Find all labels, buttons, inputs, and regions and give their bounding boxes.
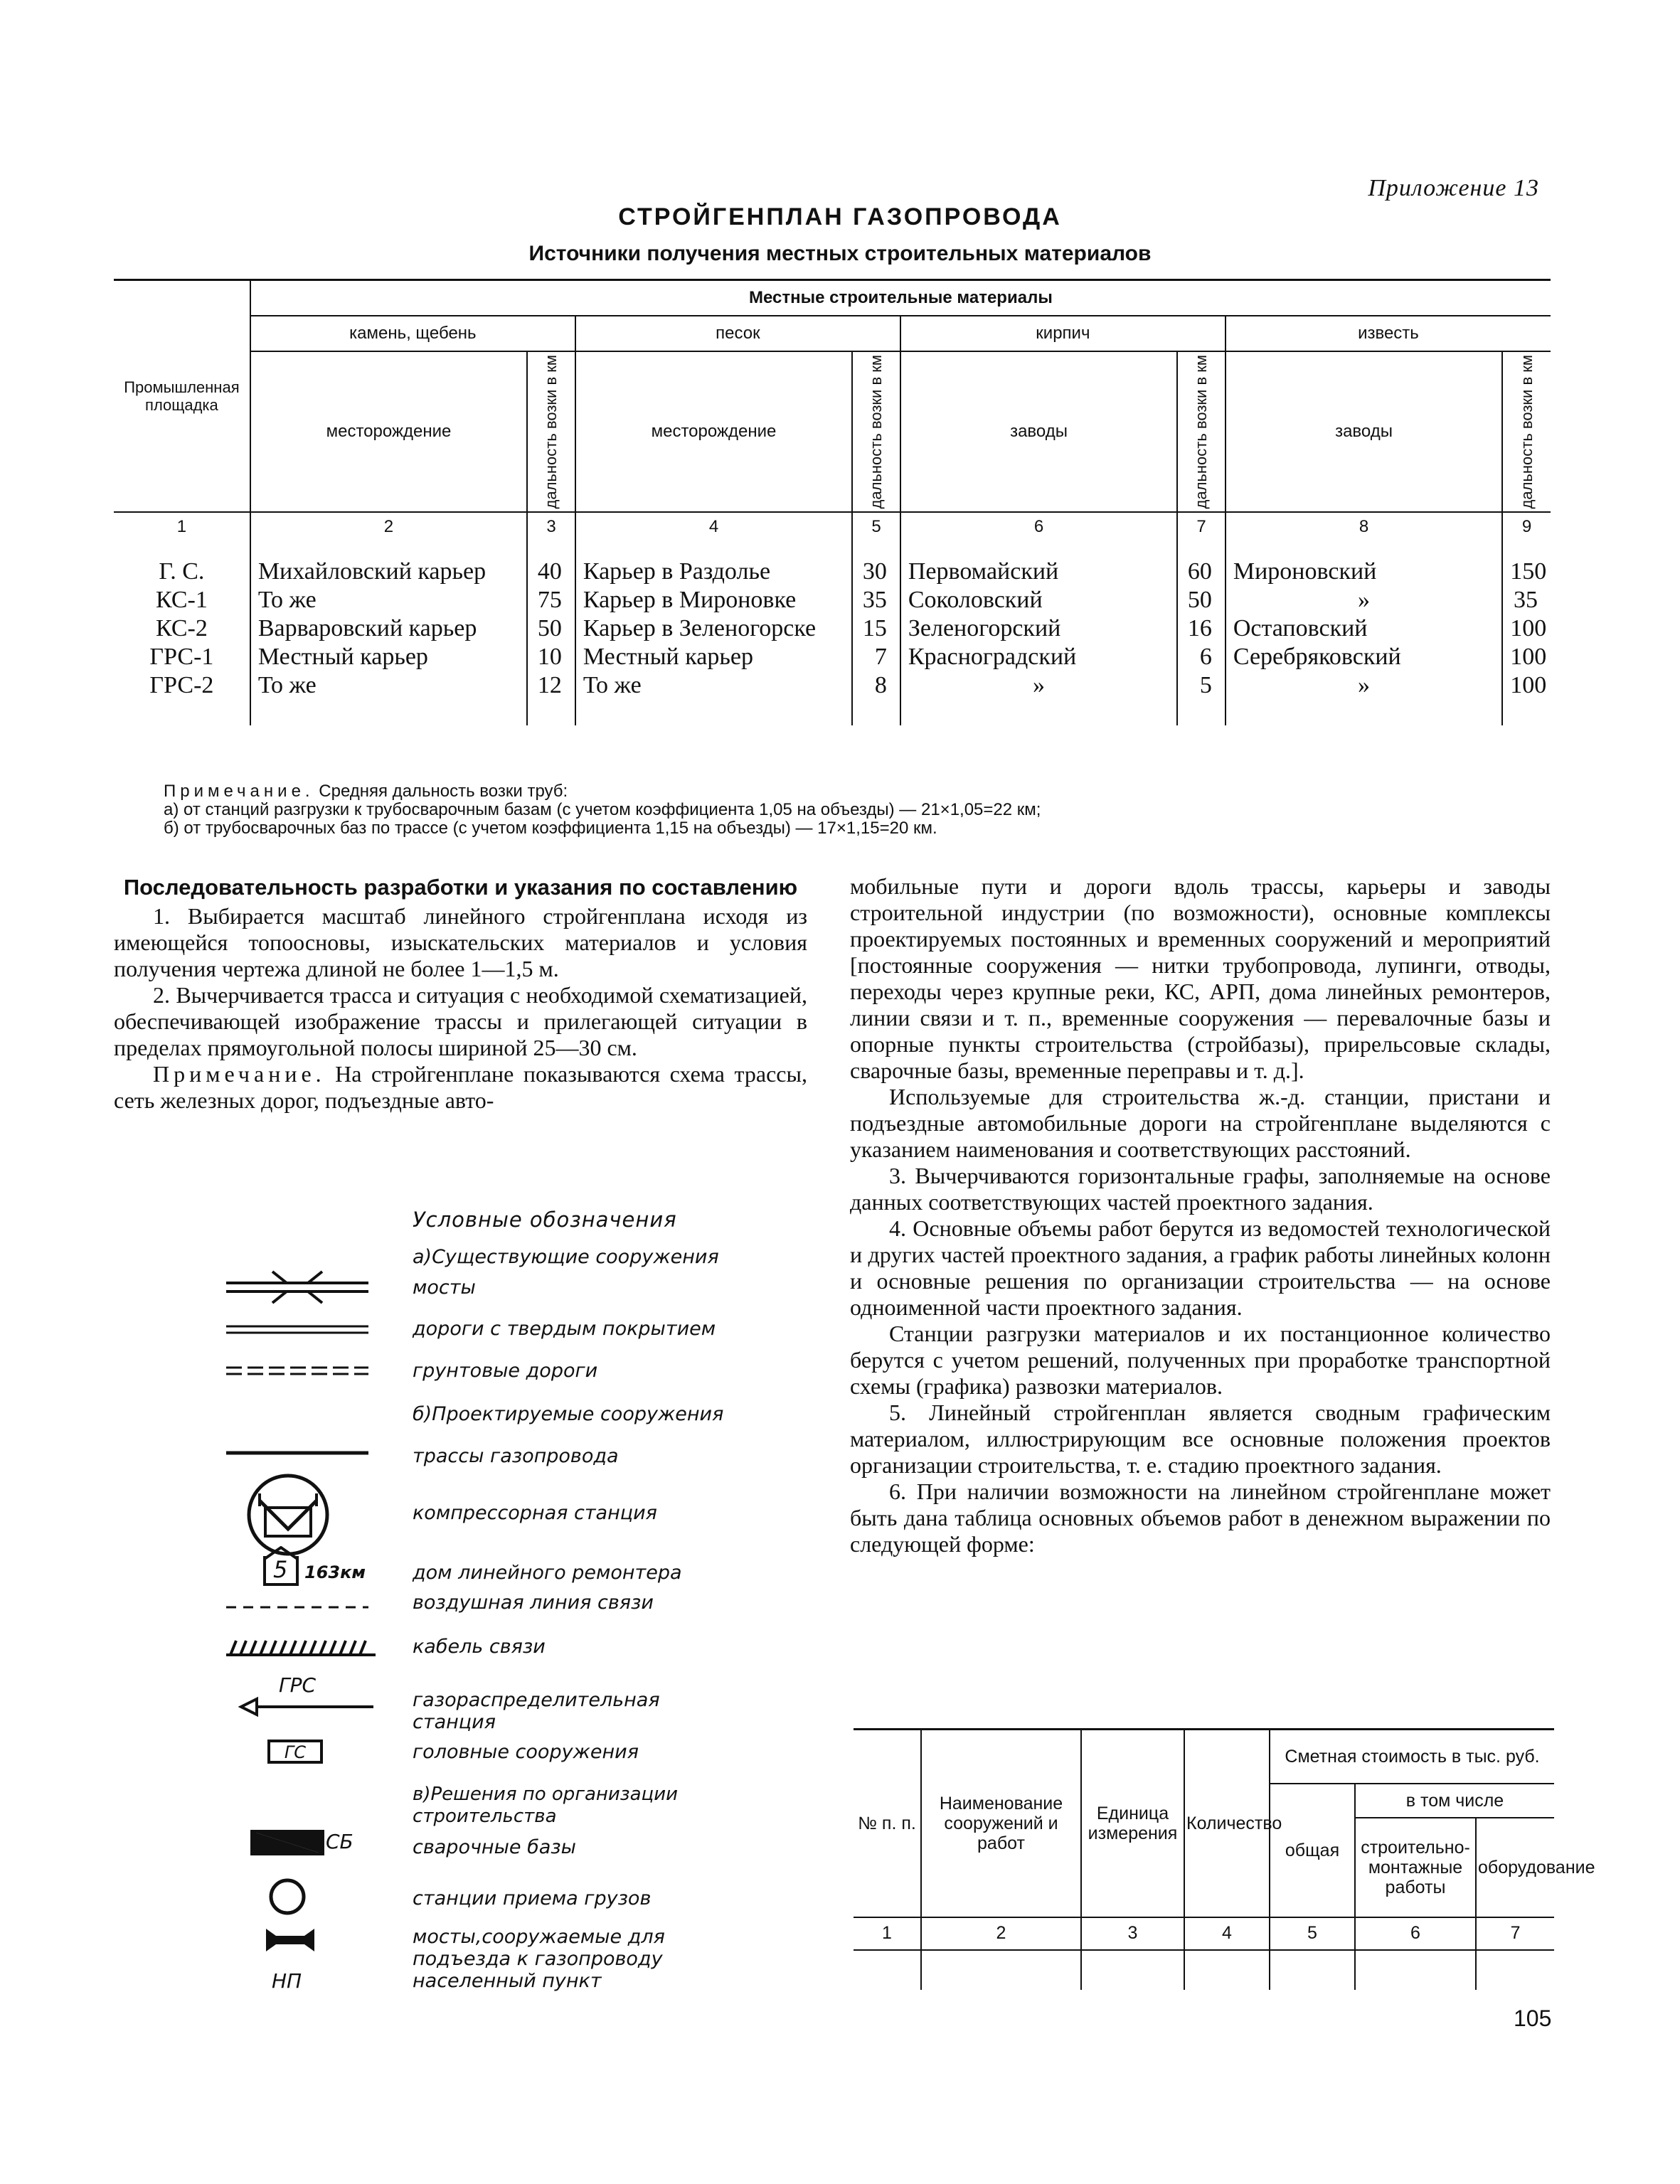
col-build: строительно-монтажные работы <box>1355 1818 1476 1917</box>
page-title: СТРОЙГЕНПЛАН ГАЗОПРОВОДА <box>618 203 1062 230</box>
note-paragraph: Примечание. На стройгенплане показываются схема трассы, сеть железных дорог, подъездные авто- <box>114 1061 807 1113</box>
col-number: 3 <box>1081 1917 1184 1950</box>
col-number: 6 <box>900 512 1177 540</box>
bridge-icon <box>226 1267 368 1307</box>
group-lime: известь <box>1226 316 1551 351</box>
pipeline-icon <box>226 1449 368 1456</box>
legend-compressor: компрессорная станция <box>413 1502 657 1524</box>
group-brick: кирпич <box>900 316 1226 351</box>
legend-air-line: воздушная линия связи <box>413 1592 654 1614</box>
col-number: 7 <box>1476 1917 1554 1950</box>
house-icon: 5 <box>263 1556 299 1586</box>
table-row: Г. С. Михайловский карьер 40 Карьер в Раздолье 30 Первомайский 60 Мироновский 150 <box>114 558 1551 586</box>
table-title: Источники получения местных строительных материалов <box>528 242 1152 265</box>
house-km-label: 163км <box>304 1562 366 1582</box>
col-unit: Единица измерения <box>1081 1730 1184 1917</box>
paragraph: Станции разгрузки материалов и их постанционное количество берутся с учетом решений, полученных при проработке транспортной схемы (графика) развозки материалов. <box>850 1321 1551 1399</box>
legend-c: в)Решения по организации строительства <box>413 1784 679 1827</box>
col-number: 7 <box>1177 512 1226 540</box>
legend-paved: дороги с твердым покрытием <box>413 1318 716 1340</box>
col-number: 4 <box>575 512 852 540</box>
legend-cable: кабель связи <box>413 1636 546 1658</box>
col-number: 6 <box>1355 1917 1476 1950</box>
col-number: 3 <box>527 512 575 540</box>
col-number: 5 <box>1270 1917 1355 1950</box>
appendix-label: Приложение 13 <box>1368 175 1539 201</box>
table-row: КС-2 Варваровский карьер 50 Карьер в Зеленогорске 15 Зеленогорский 16 Остаповский 100 <box>114 614 1551 643</box>
welding-base-icon <box>250 1830 324 1855</box>
col-qty: Количество <box>1184 1730 1270 1917</box>
right-column <box>850 873 1551 1557</box>
legend-dirt: грунтовые дороги <box>413 1360 598 1382</box>
sub-plant: заводы <box>1226 351 1502 513</box>
dirt-road-icon <box>226 1364 368 1378</box>
sub-plant: заводы <box>900 351 1177 513</box>
np-mark: НП <box>272 1969 302 1993</box>
col-name: Наименование сооружений и работ <box>921 1730 1081 1917</box>
col-number: 4 <box>1184 1917 1270 1950</box>
legend-receive: станции приема грузов <box>413 1887 652 1909</box>
col-cost: Сметная стоимость в тыс. руб. <box>1270 1730 1554 1784</box>
paragraph: 3. Вычерчиваются горизонтальные графы, заполняемые на основе данных соответствующих частей проектного задания. <box>850 1163 1551 1215</box>
group-sand: песок <box>575 316 900 351</box>
col-number: 2 <box>921 1917 1081 1950</box>
paved-road-icon <box>226 1323 368 1337</box>
col-number: 9 <box>1502 512 1551 540</box>
paragraph: 4. Основные объемы работ берутся из ведомостей технологической и других частей проектного задания, а график работы линейных колонн и основные решения по организации строительства — на основе одноименной части проектного задания. <box>850 1215 1551 1320</box>
cost-table <box>854 1728 1595 1990</box>
grs-icon <box>238 1696 373 1717</box>
legend-access-bridges: мосты,сооружаемые для подъезда к газопроводу <box>413 1926 665 1970</box>
paragraph: 2. Вычерчивается трасса и ситуация с необходимой схематизацией, обеспечивающей изображение трассы и прилегающей ситуации в пределах прямоугольной полосы шириной 25—30 см. <box>114 982 807 1060</box>
sub-distance: дальность возки в км <box>1177 351 1226 513</box>
cable-icon <box>226 1639 376 1658</box>
col-number: 2 <box>250 512 527 540</box>
legend-welding: сварочные базы <box>413 1836 576 1858</box>
access-bridge-icon <box>263 1926 317 1954</box>
materials-table <box>114 279 1551 725</box>
col-total: общая <box>1270 1784 1355 1917</box>
head-structures-icon: ГС <box>267 1740 323 1764</box>
paragraph: 5. Линейный стройгенплан является сводным графическим материалом, иллюстрирующим все основные положения проектов организации строительства, т. е. стадию проектного задания. <box>850 1400 1551 1478</box>
paragraph: 6. При наличии возможности на линейном стройгенплане может быть дана таблица основных объемов работ в денежном выражении по следующей форме: <box>850 1479 1551 1557</box>
legend-b: б)Проектируемые сооружения <box>413 1403 724 1425</box>
col-no: № п. п. <box>854 1730 921 1917</box>
legend-pipeline: трассы газопровода <box>413 1445 619 1467</box>
compressor-station-icon <box>245 1472 331 1557</box>
sb-mark: СБ <box>326 1830 353 1853</box>
sub-distance: дальность возки в км <box>1502 351 1551 513</box>
legend-grs: газораспределительная станция <box>413 1689 660 1733</box>
left-column <box>114 875 807 1114</box>
sub-deposit: месторождение <box>250 351 527 513</box>
paragraph: 1. Выбирается масштаб линейного стройгенплана исходя из имеющейся топоосновы, изыскательских материалов и условия получения чертежа длиной не более 1—1,5 м. <box>114 903 807 981</box>
sub-distance: дальность возки в км <box>527 351 575 513</box>
grs-mark: ГРС <box>279 1673 317 1697</box>
col-number: 1 <box>176 516 187 536</box>
group-header: Местные строительные материалы <box>250 280 1551 316</box>
legend-title: Условные обозначения <box>413 1208 677 1232</box>
page-number: 105 <box>1514 2005 1552 2031</box>
legend-a: а)Существующие сооружения <box>413 1246 719 1268</box>
table-row: ГРС-1 Местный карьер 10 Местный карьер 7 Красноградский 6 Серебряковский 100 <box>114 643 1551 671</box>
legend-house: дом линейного ремонтера <box>413 1562 682 1584</box>
table-row <box>854 1950 1554 1990</box>
paragraph: Используемые для строительства ж.-д. станции, пристани и подъездные автомобильные дороги на стройгенплане выделяются с указанием наименования и соответствующих расстояний. <box>850 1084 1551 1162</box>
air-line-icon <box>226 1604 368 1611</box>
col-incl: в том числе <box>1355 1784 1554 1818</box>
sub-distance: дальность возки в км <box>852 351 900 513</box>
legend-head: головные сооружения <box>413 1741 639 1763</box>
table-note: Примечание. Средняя дальность возки труб: а) от станций разгрузки к трубосварочным базам (с учетом коэффициента 1,05 на объезды) — 21×1,05=22 км; б) от трубосварочных баз по трассе (с учетом коэффициента 1,15 на объезды) — 17×1,15=20 км. <box>164 782 1041 838</box>
paragraph: мобильные пути и дороги вдоль трассы, карьеры и заводы строительной индустрии (по возможности), основные комплексы проектируемых постоянных и временных сооружений и мероприятий [постоянные сооружения — нитки трубопровода, лупинги, отводы, переходы через крупные реки, КС, АРП, дома линейных ремонтеров, линии связи и т. п., временные сооружения — перевалочные базы и опорные пункты строительства (стройбазы), прирельсовые склады, сварочные базы, временные переправы и т. д.]. <box>850 873 1551 1083</box>
col-number: 1 <box>854 1917 921 1950</box>
section-heading: Последовательность разработки и указания по составлению <box>123 875 798 900</box>
table-row: КС-1 То же 75 Карьер в Мироновке 35 Соколовский 50 » 35 <box>114 586 1551 614</box>
col-number: 5 <box>852 512 900 540</box>
legend-settlement: населенный пункт <box>413 1970 602 1992</box>
group-stone: камень, щебень <box>250 316 575 351</box>
legend-bridges: мосты <box>413 1277 476 1299</box>
col-site-header: Промышленная площадка <box>114 280 250 513</box>
table-row: ГРС-2 То же 12 То же 8 » 5 » 100 <box>114 671 1551 725</box>
station-icon <box>268 1877 307 1916</box>
sub-deposit: месторождение <box>575 351 852 513</box>
col-equip: оборудование <box>1476 1818 1554 1917</box>
col-number: 8 <box>1226 512 1502 540</box>
